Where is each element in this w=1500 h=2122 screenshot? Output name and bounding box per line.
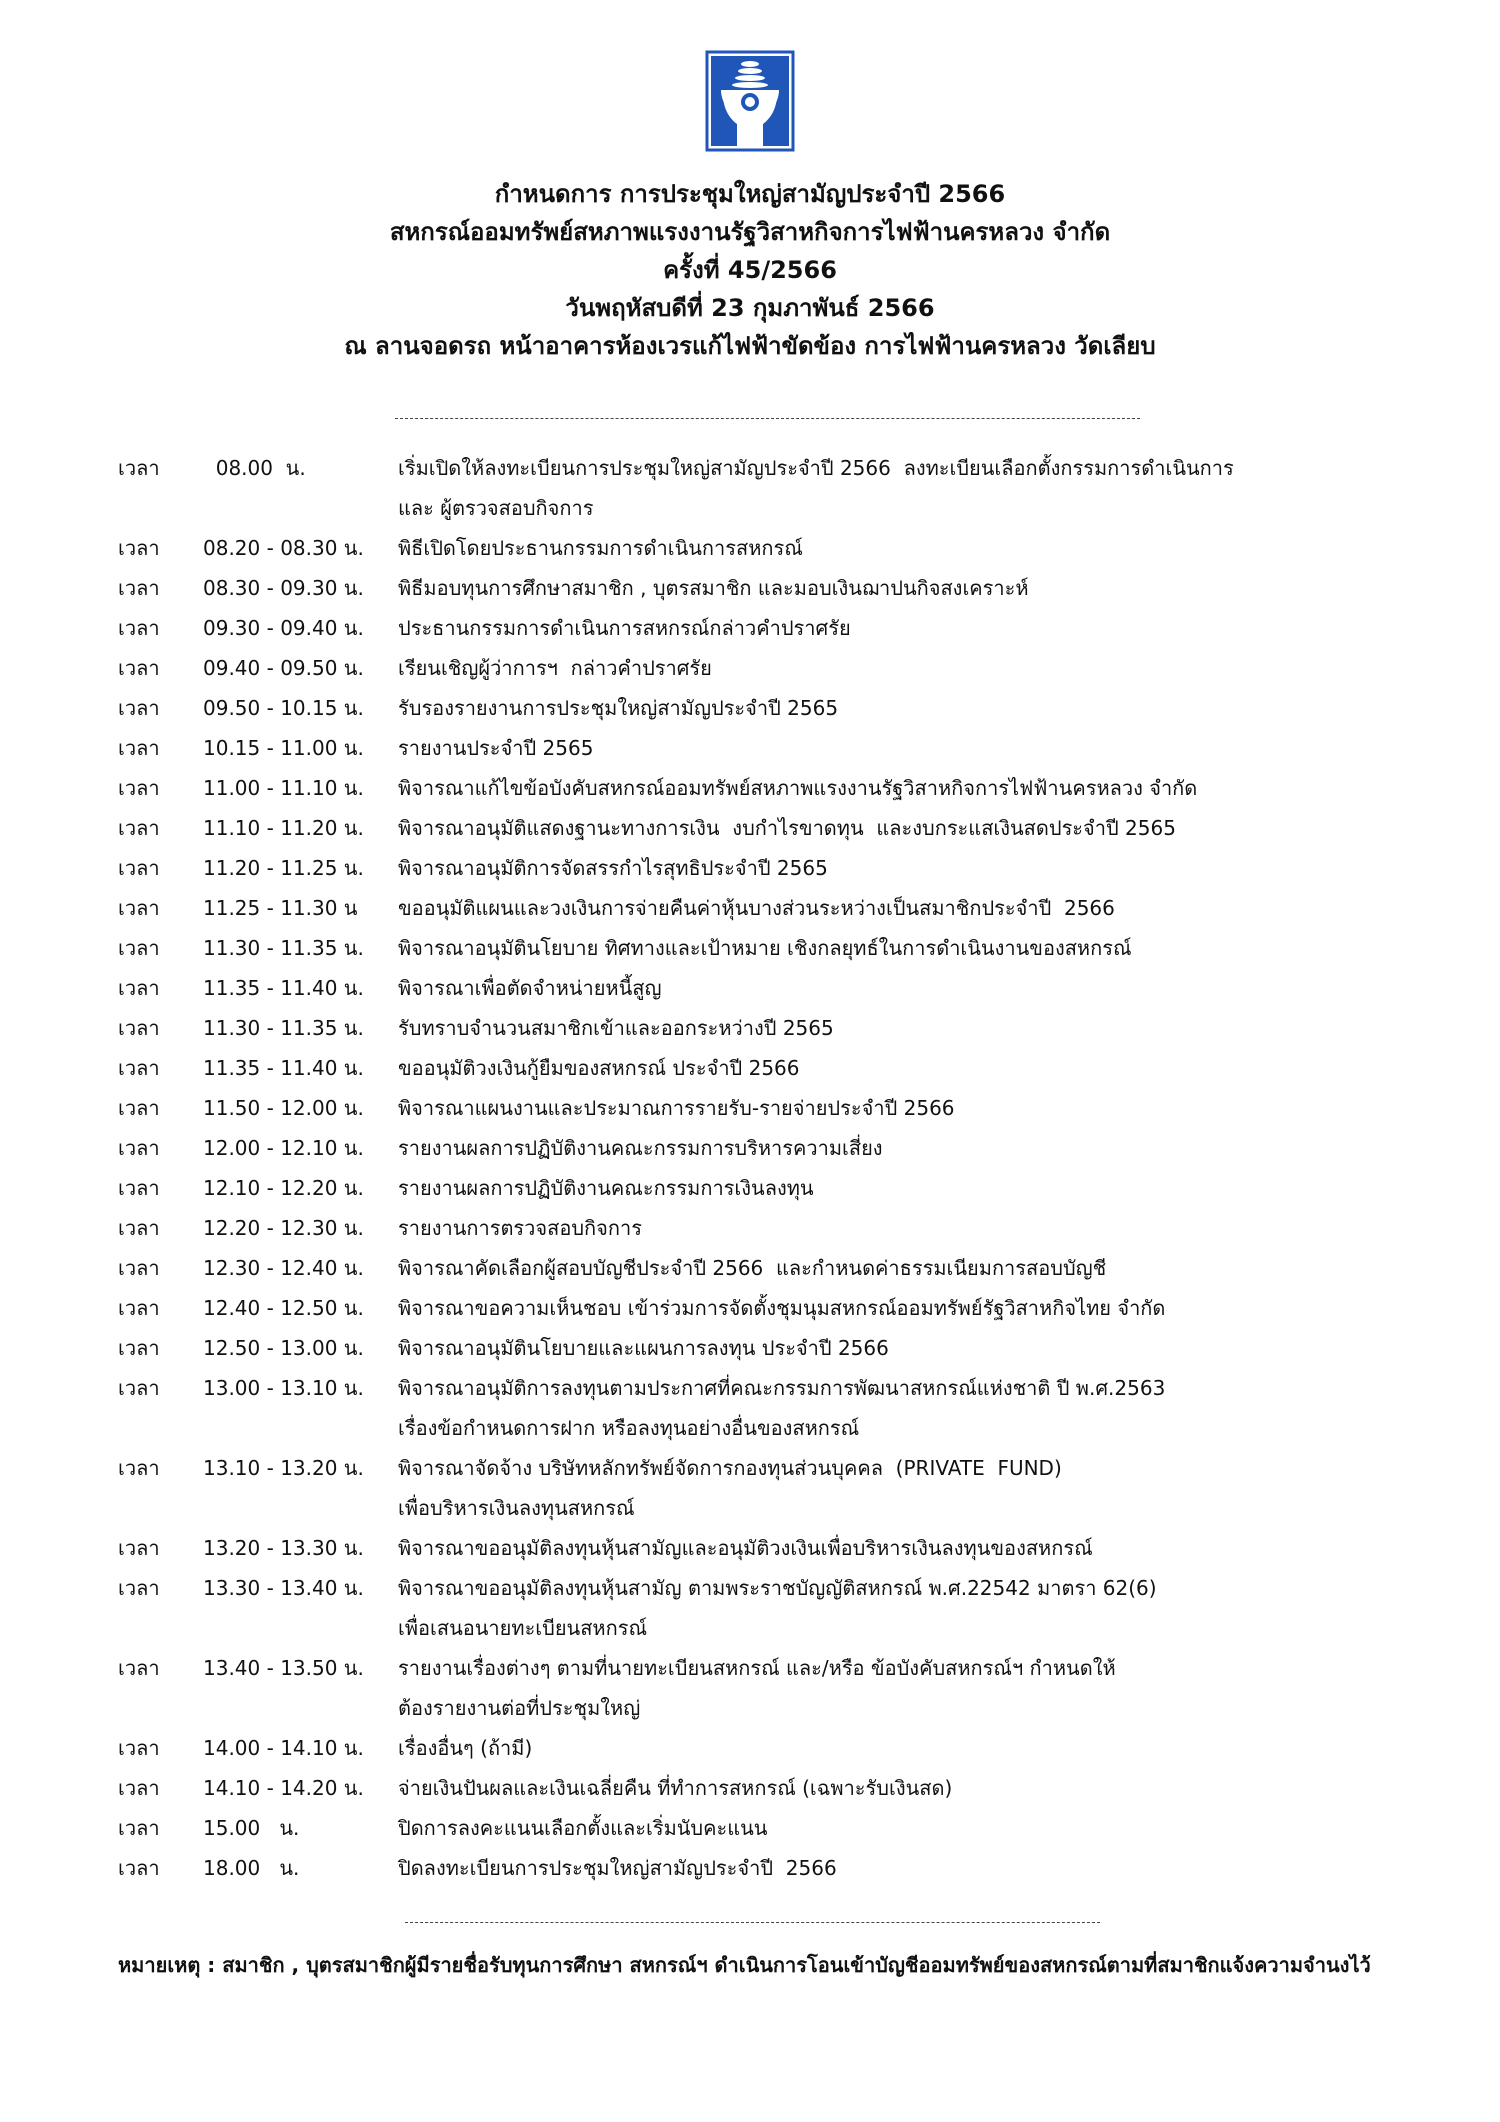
agenda-item: และ ผู้ตรวจสอบกิจการ <box>398 496 594 520</box>
meeting-date: วันพฤหัสบดีที่ 23 กุมภาพันธ์ 2566 <box>565 294 935 322</box>
time-label: เวลา <box>118 456 160 480</box>
time-range: 09.50 - 10.15 น. <box>203 696 364 720</box>
agenda-item: รายงานผลการปฏิบัติงานคณะกรรมการเงินลงทุน <box>398 1176 814 1200</box>
time-label <box>118 1488 203 1528</box>
schedule-row <box>118 1768 1438 1808</box>
agenda-item: ประธานกรรมการดำเนินการสหกรณ์กล่าวคำปราศรัย <box>398 616 851 640</box>
schedule-row <box>118 1408 1438 1448</box>
time-range: 11.00 - 11.10 น. <box>203 776 364 800</box>
time-range: 12.20 - 12.30 น. <box>203 1216 364 1240</box>
time-label: เวลา <box>118 1576 160 1600</box>
agenda-item: ขออนุมัติวงเงินกู้ยืมของสหกรณ์ ประจำปี 2566 <box>398 1056 800 1080</box>
time-label: เวลา <box>118 1776 160 1800</box>
time-range: 12.10 - 12.20 น. <box>203 1176 364 1200</box>
agenda-item: พิจารณาคัดเลือกผู้สอบบัญชีประจำปี 2566 และกำหนดค่าธรรมเนียมการสอบบัญชี <box>398 1256 1107 1280</box>
time-label: เวลา <box>118 1816 160 1840</box>
schedule-row <box>118 1568 1438 1608</box>
time-label: เวลา <box>118 656 160 680</box>
time-label <box>118 1608 203 1648</box>
schedule-row <box>118 448 1438 488</box>
schedule-row <box>118 648 1438 688</box>
time-label: เวลา <box>118 1296 160 1320</box>
agenda-item: พิจารณาอนุมัติการลงทุนตามประกาศที่คณะกรรมการพัฒนาสหกรณ์แห่งชาติ ปี พ.ศ.2563 <box>398 1376 1166 1400</box>
time-range: 12.50 - 13.00 น. <box>203 1336 364 1360</box>
schedule-row <box>118 1608 1438 1648</box>
schedule-row <box>118 488 1438 528</box>
time-label: เวลา <box>118 816 160 840</box>
time-range: 09.30 - 09.40 น. <box>203 616 364 640</box>
time-range <box>203 1688 398 1728</box>
agenda-item: รายงานการตรวจสอบกิจการ <box>398 1216 642 1240</box>
time-label: เวลา <box>118 1136 160 1160</box>
time-label: เวลา <box>118 936 160 960</box>
agenda-item: ขออนุมัติแผนและวงเงินการจ่ายคืนค่าหุ้นบางส่วนระหว่างเป็นสมาชิกประจำปี 2566 <box>398 896 1115 920</box>
schedule-row <box>118 808 1438 848</box>
time-label: เวลา <box>118 616 160 640</box>
time-label: เวลา <box>118 1216 160 1240</box>
time-label <box>118 1688 203 1728</box>
time-range: 13.40 - 13.50 น. <box>203 1656 364 1680</box>
time-label: เวลา <box>118 1656 160 1680</box>
agenda-item: เพื่อบริหารเงินลงทุนสหกรณ์ <box>398 1496 635 1520</box>
time-label: เวลา <box>118 1256 160 1280</box>
time-range: 12.00 - 12.10 น. <box>203 1136 364 1160</box>
time-label: เวลา <box>118 1736 160 1760</box>
agenda-item: พิจารณาอนุมัตินโยบาย ทิศทางและเป้าหมาย เชิงกลยุทธ์ในการดำเนินงานของสหกรณ์ <box>398 936 1132 960</box>
agenda-item: เรียนเชิญผู้ว่าการฯ กล่าวคำปราศรัย <box>398 656 712 680</box>
agenda-item: เรื่องอื่นๆ (ถ้ามี) <box>398 1736 533 1760</box>
schedule-row <box>118 1528 1438 1568</box>
agenda-item: พิจารณาอนุมัติแสดงฐานะทางการเงิน งบกำไรขาดทุน และงบกระแสเงินสดประจำปี 2565 <box>398 816 1176 840</box>
agenda-item: พิธีเปิดโดยประธานกรรมการดำเนินการสหกรณ์ <box>398 536 803 560</box>
time-range: 11.30 - 11.35 น. <box>203 936 364 960</box>
time-range: 14.10 - 14.20 น. <box>203 1776 364 1800</box>
agenda-item: ปิดลงทะเบียนการประชุมใหญ่สามัญประจำปี 2566 <box>398 1856 837 1880</box>
agenda-item: ต้องรายงานต่อที่ประชุมใหญ่ <box>398 1696 641 1720</box>
agenda-item: รับทราบจำนวนสมาชิกเข้าและออกระหว่างปี 2565 <box>398 1016 834 1040</box>
time-range: 11.35 - 11.40 น. <box>203 1056 364 1080</box>
agenda-item: พิจารณาขอความเห็นชอบ เข้าร่วมการจัดตั้งชุมนุมสหกรณ์ออมทรัพย์รัฐวิสาหกิจไทย จำกัด <box>398 1296 1166 1320</box>
time-range: 10.15 - 11.00 น. <box>203 736 364 760</box>
agenda-item: รายงานเรื่องต่างๆ ตามที่นายทะเบียนสหกรณ์ และ/หรือ ข้อบังคับสหกรณ์ฯ กำหนดให้ <box>398 1656 1116 1680</box>
schedule-row <box>118 1168 1438 1208</box>
schedule-row <box>118 1248 1438 1288</box>
time-range: 13.00 - 13.10 น. <box>203 1376 364 1400</box>
time-label: เวลา <box>118 736 160 760</box>
schedule-row <box>118 1008 1438 1048</box>
time-label: เวลา <box>118 1096 160 1120</box>
schedule-row <box>118 608 1438 648</box>
schedule-row <box>118 1328 1438 1368</box>
time-label: เวลา <box>118 576 160 600</box>
time-label: เวลา <box>118 1056 160 1080</box>
agenda-item: เริ่มเปิดให้ลงทะเบียนการประชุมใหญ่สามัญประจำปี 2566 ลงทะเบียนเลือกตั้งกรรมการดำเนินการ <box>398 456 1234 480</box>
time-range <box>203 488 398 528</box>
schedule-row <box>118 1048 1438 1088</box>
agenda-item: พิจารณาเพื่อตัดจำหน่ายหนี้สูญ <box>398 976 662 1000</box>
time-range: 13.30 - 13.40 น. <box>203 1576 364 1600</box>
time-range: 08.30 - 09.30 น. <box>203 576 364 600</box>
time-range: 08.00 น. <box>203 456 306 480</box>
time-label: เวลา <box>118 1536 160 1560</box>
schedule-row <box>118 568 1438 608</box>
time-range: 11.25 - 11.30 น <box>203 896 358 920</box>
agenda-item: พิธีมอบทุนการศึกษาสมาชิก , บุตรสมาชิก และมอบเงินฌาปนกิจสงเคราะห์ <box>398 576 1029 600</box>
schedule-row <box>118 1648 1438 1688</box>
time-label: เวลา <box>118 976 160 1000</box>
schedule-row <box>118 1128 1438 1168</box>
schedule-row <box>118 1728 1438 1768</box>
schedule-row <box>118 1208 1438 1248</box>
time-label: เวลา <box>118 1456 160 1480</box>
document-header <box>0 175 1500 365</box>
meeting-location: ณ ลานจอดรถ หน้าอาคารห้องเวรแก้ไฟฟ้าขัดข้อง การไฟฟ้านครหลวง วัดเลียบ <box>344 332 1156 360</box>
time-label: เวลา <box>118 1856 160 1880</box>
time-range: 14.00 - 14.10 น. <box>203 1736 364 1760</box>
schedule-row <box>118 1288 1438 1328</box>
schedule-list <box>118 448 1438 1888</box>
time-label: เวลา <box>118 856 160 880</box>
schedule-row <box>118 848 1438 888</box>
time-label: เวลา <box>118 1176 160 1200</box>
time-range: 11.20 - 11.25 น. <box>203 856 364 880</box>
agenda-item: พิจารณาแก้ไขข้อบังคับสหกรณ์ออมทรัพย์สหภาพแรงงานรัฐวิสาหกิจการไฟฟ้านครหลวง จำกัด <box>398 776 1198 800</box>
schedule-row <box>118 1488 1438 1528</box>
time-label: เวลา <box>118 776 160 800</box>
agenda-item: เพื่อเสนอนายทะเบียนสหกรณ์ <box>398 1616 648 1640</box>
time-label: เวลา <box>118 1336 160 1360</box>
time-range: 13.20 - 13.30 น. <box>203 1536 364 1560</box>
time-range: 12.40 - 12.50 น. <box>203 1296 364 1320</box>
schedule-row <box>118 1688 1438 1728</box>
time-label: เวลา <box>118 1376 160 1400</box>
time-label <box>118 488 203 528</box>
agenda-item: พิจารณาแผนงานและประมาณการรายรับ-รายจ่ายประจำปี 2566 <box>398 1096 955 1120</box>
bottom-divider <box>405 1922 1100 1923</box>
time-range <box>203 1488 398 1528</box>
agenda-item: พิจารณาจัดจ้าง บริษัทหลักทรัพย์จัดการกองทุนส่วนบุคคล (PRIVATE FUND) <box>398 1456 1062 1480</box>
time-range: 13.10 - 13.20 น. <box>203 1456 364 1480</box>
time-range: 18.00 น. <box>203 1856 300 1880</box>
schedule-row <box>118 528 1438 568</box>
time-range: 11.50 - 12.00 น. <box>203 1096 364 1120</box>
agenda-item: พิจารณาขออนุมัติลงทุนหุ้นสามัญและอนุมัติวงเงินเพื่อบริหารเงินลงทุนของสหกรณ์ <box>398 1536 1093 1560</box>
time-range <box>203 1608 398 1648</box>
footnote: หมายเหตุ : สมาชิก , บุตรสมาชิกผู้มีรายชื่อรับทุนการศึกษา สหกรณ์ฯ ดำเนินการโอนเข้าบัญชีออมทรัพย์ของสหกรณ์ตามที่สมาชิกแจ้งความจำนงไว้ <box>118 1953 1371 1977</box>
agenda-item: จ่ายเงินปันผลและเงินเฉลี่ยคืน ที่ทำการสหกรณ์ (เฉพาะรับเงินสด) <box>398 1776 953 1800</box>
agenda-item: ปิดการลงคะแนนเลือกตั้งและเริ่มนับคะแนน <box>398 1816 768 1840</box>
agenda-item: พิจารณาขออนุมัติลงทุนหุ้นสามัญ ตามพระราชบัญญัติสหกรณ์ พ.ศ.22542 มาตรา 62(6) <box>398 1576 1157 1600</box>
cooperative-logo-icon <box>705 50 795 152</box>
document-title: กำหนดการ การประชุมใหญ่สามัญประจำปี 2566 <box>494 180 1006 208</box>
schedule-row <box>118 1808 1438 1848</box>
schedule-row <box>118 1848 1438 1888</box>
meeting-number: ครั้งที่ 45/2566 <box>663 256 837 284</box>
time-label: เวลา <box>118 536 160 560</box>
time-label: เวลา <box>118 696 160 720</box>
time-range: 11.30 - 11.35 น. <box>203 1016 364 1040</box>
schedule-row <box>118 768 1438 808</box>
schedule-row <box>118 888 1438 928</box>
time-range: 12.30 - 12.40 น. <box>203 1256 364 1280</box>
agenda-item: พิจารณาอนุมัติการจัดสรรกำไรสุทธิประจำปี 2565 <box>398 856 828 880</box>
agenda-item: รับรองรายงานการประชุมใหญ่สามัญประจำปี 2565 <box>398 696 839 720</box>
top-divider <box>395 418 1140 419</box>
agenda-item: รายงานผลการปฏิบัติงานคณะกรรมการบริหารความเสี่ยง <box>398 1136 883 1160</box>
time-label: เวลา <box>118 1016 160 1040</box>
agenda-item: เรื่องข้อกำหนดการฝาก หรือลงทุนอย่างอื่นของสหกรณ์ <box>398 1416 860 1440</box>
time-range: 11.35 - 11.40 น. <box>203 976 364 1000</box>
time-label: เวลา <box>118 896 160 920</box>
time-range: 15.00 น. <box>203 1816 300 1840</box>
schedule-row <box>118 1448 1438 1488</box>
schedule-row <box>118 928 1438 968</box>
schedule-row <box>118 968 1438 1008</box>
schedule-row <box>118 728 1438 768</box>
time-range <box>203 1408 398 1448</box>
agenda-item: รายงานประจำปี 2565 <box>398 736 594 760</box>
organization-name: สหกรณ์ออมทรัพย์สหภาพแรงงานรัฐวิสาหกิจการไฟฟ้านครหลวง จำกัด <box>389 218 1111 246</box>
schedule-row <box>118 688 1438 728</box>
time-range: 09.40 - 09.50 น. <box>203 656 364 680</box>
time-label <box>118 1408 203 1448</box>
time-range: 08.20 - 08.30 น. <box>203 536 364 560</box>
agenda-item: พิจารณาอนุมัตินโยบายและแผนการลงทุน ประจำปี 2566 <box>398 1336 889 1360</box>
schedule-row <box>118 1088 1438 1128</box>
time-range: 11.10 - 11.20 น. <box>203 816 364 840</box>
schedule-row <box>118 1368 1438 1408</box>
